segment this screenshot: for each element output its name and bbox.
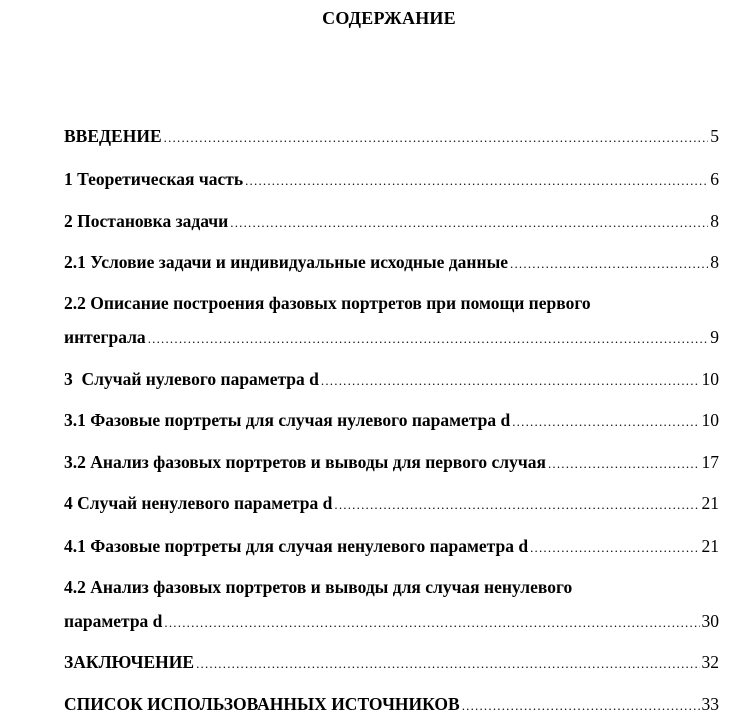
toc-page-number: 21 [701,493,719,513]
toc-page-number: 9 [710,327,719,347]
toc-entry-label: 4 Случай ненулевого параметра d [64,493,333,513]
toc-entry-label-line2: интеграла [64,327,146,347]
toc-page-number: 10 [701,369,719,389]
dot-leader [510,253,708,275]
toc-page-number: 6 [710,169,719,189]
dot-leader [164,127,709,149]
toc-entry-label: 4.1 Фазовые портреты для случая ненулевого параметра d [64,536,529,556]
toc-page-number: 8 [710,252,719,272]
toc-entry-problem-statement[interactable] [64,210,719,232]
toc-entry-nonzero-d-portraits[interactable] [64,535,719,557]
toc-entry-portrait-construction[interactable] [64,292,719,348]
toc-entry-zero-d-portraits[interactable] [64,409,719,431]
toc-entry-introduction[interactable] [64,125,719,147]
dot-leader [530,537,699,559]
toc-page-number: 21 [701,536,719,556]
toc-entry-label-line2: параметра d [64,611,163,631]
toc-entry-conditions[interactable] [64,251,719,273]
toc-entry-label: 1 Теоретическая часть [64,169,244,189]
toc-entry-second-case-analysis[interactable] [64,576,719,632]
toc-entry-label: ВВЕДЕНИЕ [64,126,162,146]
toc-page-number: 5 [710,126,719,146]
toc-entry-label: 2 Постановка задачи [64,211,229,231]
toc-entry-label: СПИСОК ИСПОЛЬЗОВАННЫХ ИСТОЧНИКОВ [64,694,460,714]
dot-leader [548,453,700,475]
dot-leader [245,170,708,192]
toc-page-number: 17 [701,452,719,472]
dot-leader [164,612,699,634]
toc-entry-references[interactable] [64,693,719,715]
toc-entry-zero-d[interactable] [64,368,719,390]
dot-leader [230,212,708,234]
dot-leader [512,411,699,433]
toc-entry-label: ЗАКЛЮЧЕНИЕ [64,652,195,672]
toc-page-number: 30 [701,611,719,631]
dot-leader [196,653,699,675]
toc-page-number: 10 [701,410,719,430]
dot-leader [148,328,709,350]
toc-entry-label: 3.1 Фазовые портреты для случая нулевого параметра d [64,410,511,430]
toc-title: СОДЕРЖАНИЕ [322,8,456,28]
toc-entry-nonzero-d[interactable] [64,492,719,514]
dot-leader [462,695,700,717]
toc-entry-label: 2.1 Условие задачи и индивидуальные исходные данные [64,252,509,272]
toc-page-number: 32 [701,652,719,672]
dot-leader [321,370,700,392]
toc-entry-first-case-analysis[interactable] [64,451,719,473]
toc-entry-label: 3.2 Анализ фазовых портретов и выводы для первого случая [64,452,546,472]
toc-entry-label-line1: 2.2 Описание построения фазовых портретов при помощи первого [64,293,591,313]
toc-page-number: 8 [710,211,719,231]
toc-entry-theory[interactable] [64,168,719,190]
dot-leader [334,494,699,516]
toc-entry-conclusion[interactable] [64,651,719,673]
toc-entry-label: 3 Случай нулевого параметра d [64,369,319,389]
toc-entry-label-line1: 4.2 Анализ фазовых портретов и выводы для случая ненулевого [64,577,573,597]
toc-page-number: 33 [701,694,719,714]
